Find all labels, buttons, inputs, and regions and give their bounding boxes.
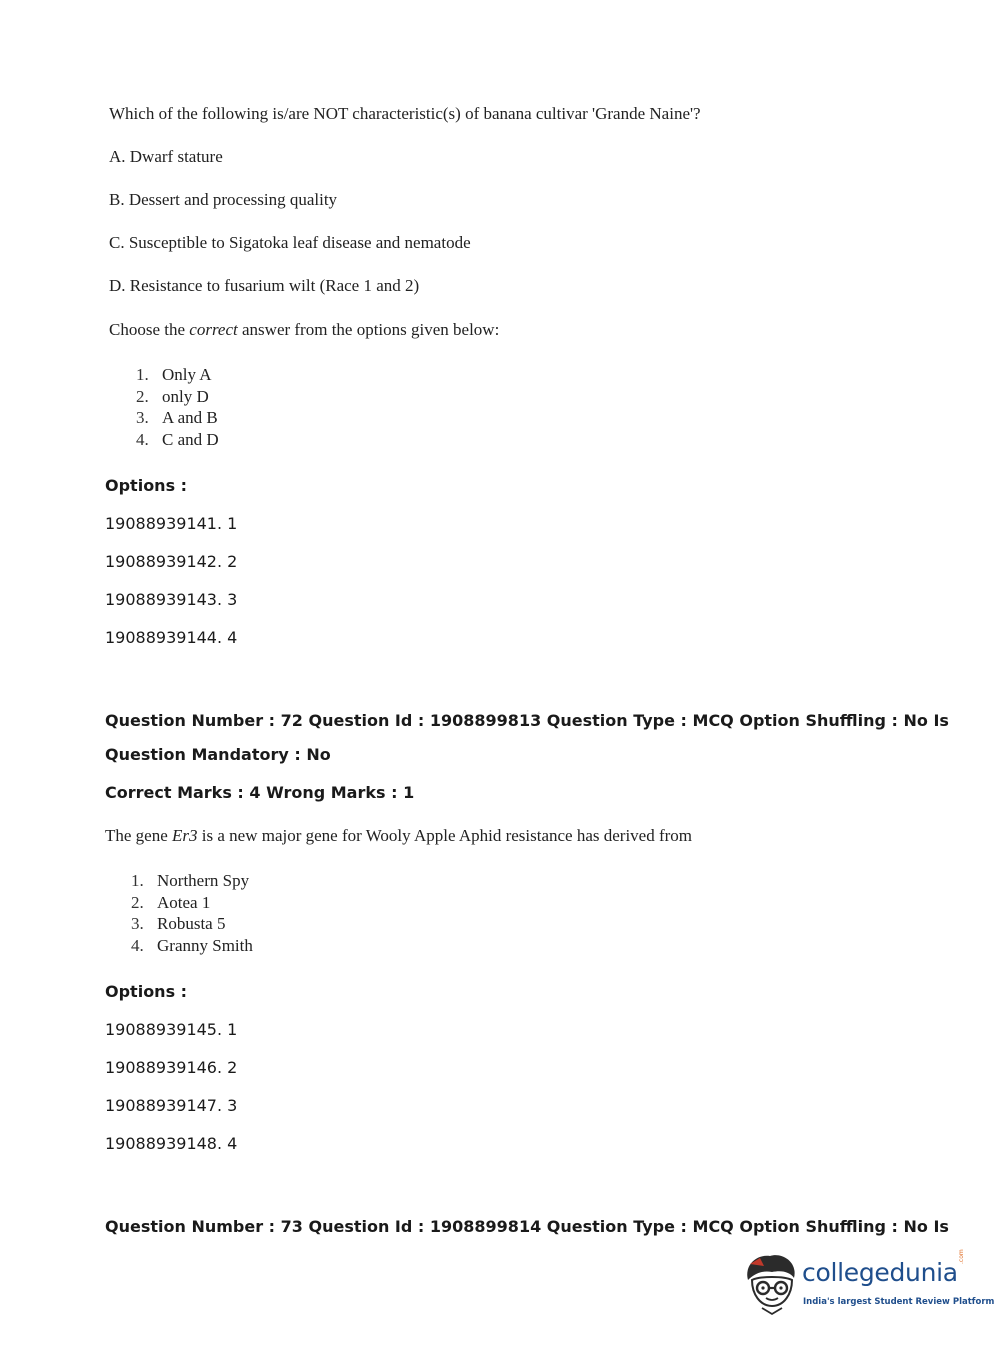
q72-stem-post: is a new major gene for Wooly Apple Aphid resistance has derived from (197, 826, 693, 845)
q72-stem (105, 826, 692, 846)
q71-instruction-pre: Choose the (109, 320, 190, 339)
q72-marks: Correct Marks : 4 Wrong Marks : 1 (105, 783, 415, 802)
q71-stem: Which of the following is/are NOT characteristic(s) of banana cultivar 'Grande Naine'? (109, 104, 701, 123)
q71-instruction-emphasis: correct (189, 320, 238, 339)
q72-choice (131, 913, 253, 935)
q71-choice (136, 429, 219, 451)
q71-option-2: 19088939142. 2 (105, 552, 238, 571)
q71-instruction (109, 320, 499, 340)
q71-option-3: 19088939143. 3 (105, 590, 238, 609)
q71-statement-c: C. Susceptible to Sigatoka leaf disease and nematode (109, 233, 471, 252)
q72-choice-number: 2. (131, 892, 144, 912)
q72-choice-number: 4. (131, 935, 144, 955)
q71-statement-a: A. Dwarf stature (109, 147, 223, 166)
q72-choice (131, 870, 253, 892)
q72-stem-pre: The gene (105, 826, 173, 845)
logo-suffix: .com (958, 1249, 965, 1264)
q71-choice (136, 364, 219, 386)
logo-tagline: India's largest Student Review Platform (803, 1297, 995, 1307)
q71-choice-number: 4. (136, 429, 149, 449)
q72-options-label: Options : (105, 982, 188, 1001)
q72-option-1: 19088939145. 1 (105, 1020, 238, 1039)
q72-choice-text: Northern Spy (157, 871, 250, 890)
q71-choice-number: 2. (136, 386, 149, 406)
q72-choice-list (131, 870, 253, 956)
q72-stem-gene: Er3 (172, 826, 198, 845)
q72-choice-text: Granny Smith (157, 935, 253, 955)
q71-choice-text: Only A (162, 365, 212, 384)
q71-choice (136, 386, 219, 408)
q73-header-line1: Question Number : 73 Question Id : 1908899814 Question Type : MCQ Option Shuffling : No Is (105, 1217, 949, 1236)
q72-header-line2: Question Mandatory : No (105, 745, 331, 764)
q71-statement-d: D. Resistance to fusarium wilt (Race 1 and 2) (109, 276, 420, 295)
q72-choice-number: 3. (131, 914, 144, 933)
q71-option-4: 19088939144. 4 (105, 628, 238, 647)
q72-choice (131, 935, 253, 957)
q71-option-1: 19088939141. 1 (105, 514, 238, 533)
logo-wordmark: collegedunia (802, 1258, 958, 1287)
q71-choice-number: 1. (136, 365, 149, 384)
q72-choice-number: 1. (131, 871, 144, 890)
collegedunia-logo (742, 1249, 995, 1322)
q71-choice-number: 3. (136, 408, 149, 427)
q71-options-label: Options : (105, 476, 188, 495)
q71-choice (136, 407, 219, 429)
q71-choice-text: A and B (162, 408, 218, 427)
q72-choice (131, 892, 253, 914)
q72-option-4: 19088939148. 4 (105, 1134, 238, 1153)
q72-choice-text: Robusta 5 (157, 914, 226, 933)
q72-header-line1: Question Number : 72 Question Id : 1908899813 Question Type : MCQ Option Shuffling : No Is (105, 711, 949, 730)
q72-option-3: 19088939147. 3 (105, 1096, 238, 1115)
q71-choice-text: C and D (162, 429, 219, 449)
q72-option-2: 19088939146. 2 (105, 1058, 238, 1077)
mascot-icon (742, 1250, 802, 1322)
q72-choice-text: Aotea 1 (157, 892, 211, 912)
q71-choice-text: only D (162, 386, 209, 406)
q71-statement-b: B. Dessert and processing quality (109, 190, 338, 209)
q71-choice-list (136, 364, 219, 450)
q71-instruction-post: answer from the options given below: (237, 320, 500, 339)
